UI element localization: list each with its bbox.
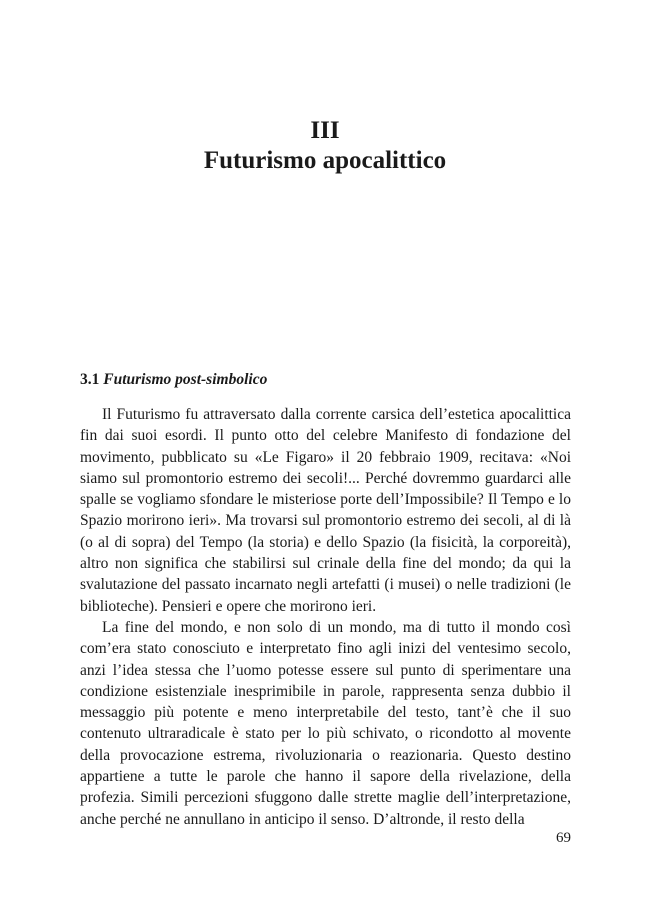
section-number: 3.1 xyxy=(80,371,100,388)
chapter-title: Futurismo apocalittico xyxy=(203,147,447,174)
paragraph-2: La fine del mondo, e non solo di un mondo, ma di tutto il mondo così com’era stato conosciuto e interpretato fino agli inizi del ventesimo secolo, anzi l’idea stessa che l’uomo potesse essere sul punto di sperimentare una condizione esistenziale inesprimibile in parole, rappresenta senza dubbio il messaggio più potente e meno interpretabile del testo, tant’è che il suo contenuto ultraradicale è stato per lo più schivato, o ricondotto al movente della provocazione estrema, rivoluzionaria o reazionaria. Questo destino appartiene a tutte le parole che hanno il sapore della rivelazione, della profezia. Simili percezioni sfuggono dalle strette maglie dell’interpretazione, anche perché ne annullano in anticipo il senso. D’altronde, il resto della xyxy=(80,618,571,828)
chapter-number: III xyxy=(310,117,340,144)
section-heading xyxy=(80,370,571,390)
chapter-heading xyxy=(0,116,650,176)
paragraph-1: Il Futurismo fu attraversato dalla corrente carsica dell’estetica apocalittica fin dai suoi esordi. Il punto otto del celebre Manifesto di fondazione del movimento, pubblicato su «Le Figaro» il 20 febbraio 1909, recitava: «Noi siamo sul promontorio estremo dei secoli!... Perché dovremmo guardarci alle spalle se vogliamo sfondare le misteriose porte dell’Impossibile? Il Tempo e lo Spazio morirono ieri». Ma trovarsi sul promontorio estremo dei secoli, al di là (o al di sopra) del Tempo (la storia) e dello Spazio (la fisicità, la corporeità), altro non significa che stabilirsi sul crinale della fine del mondo; da qui la svalutazione del passato incarnato negli artefatti (i musei) o nelle tradizioni (le biblioteche). Pensieri e opere che morirono ieri. xyxy=(80,406,571,615)
section-body xyxy=(80,370,571,830)
section-title: Futurismo post-simbolico xyxy=(103,371,268,388)
page-number: 69 xyxy=(556,830,571,846)
